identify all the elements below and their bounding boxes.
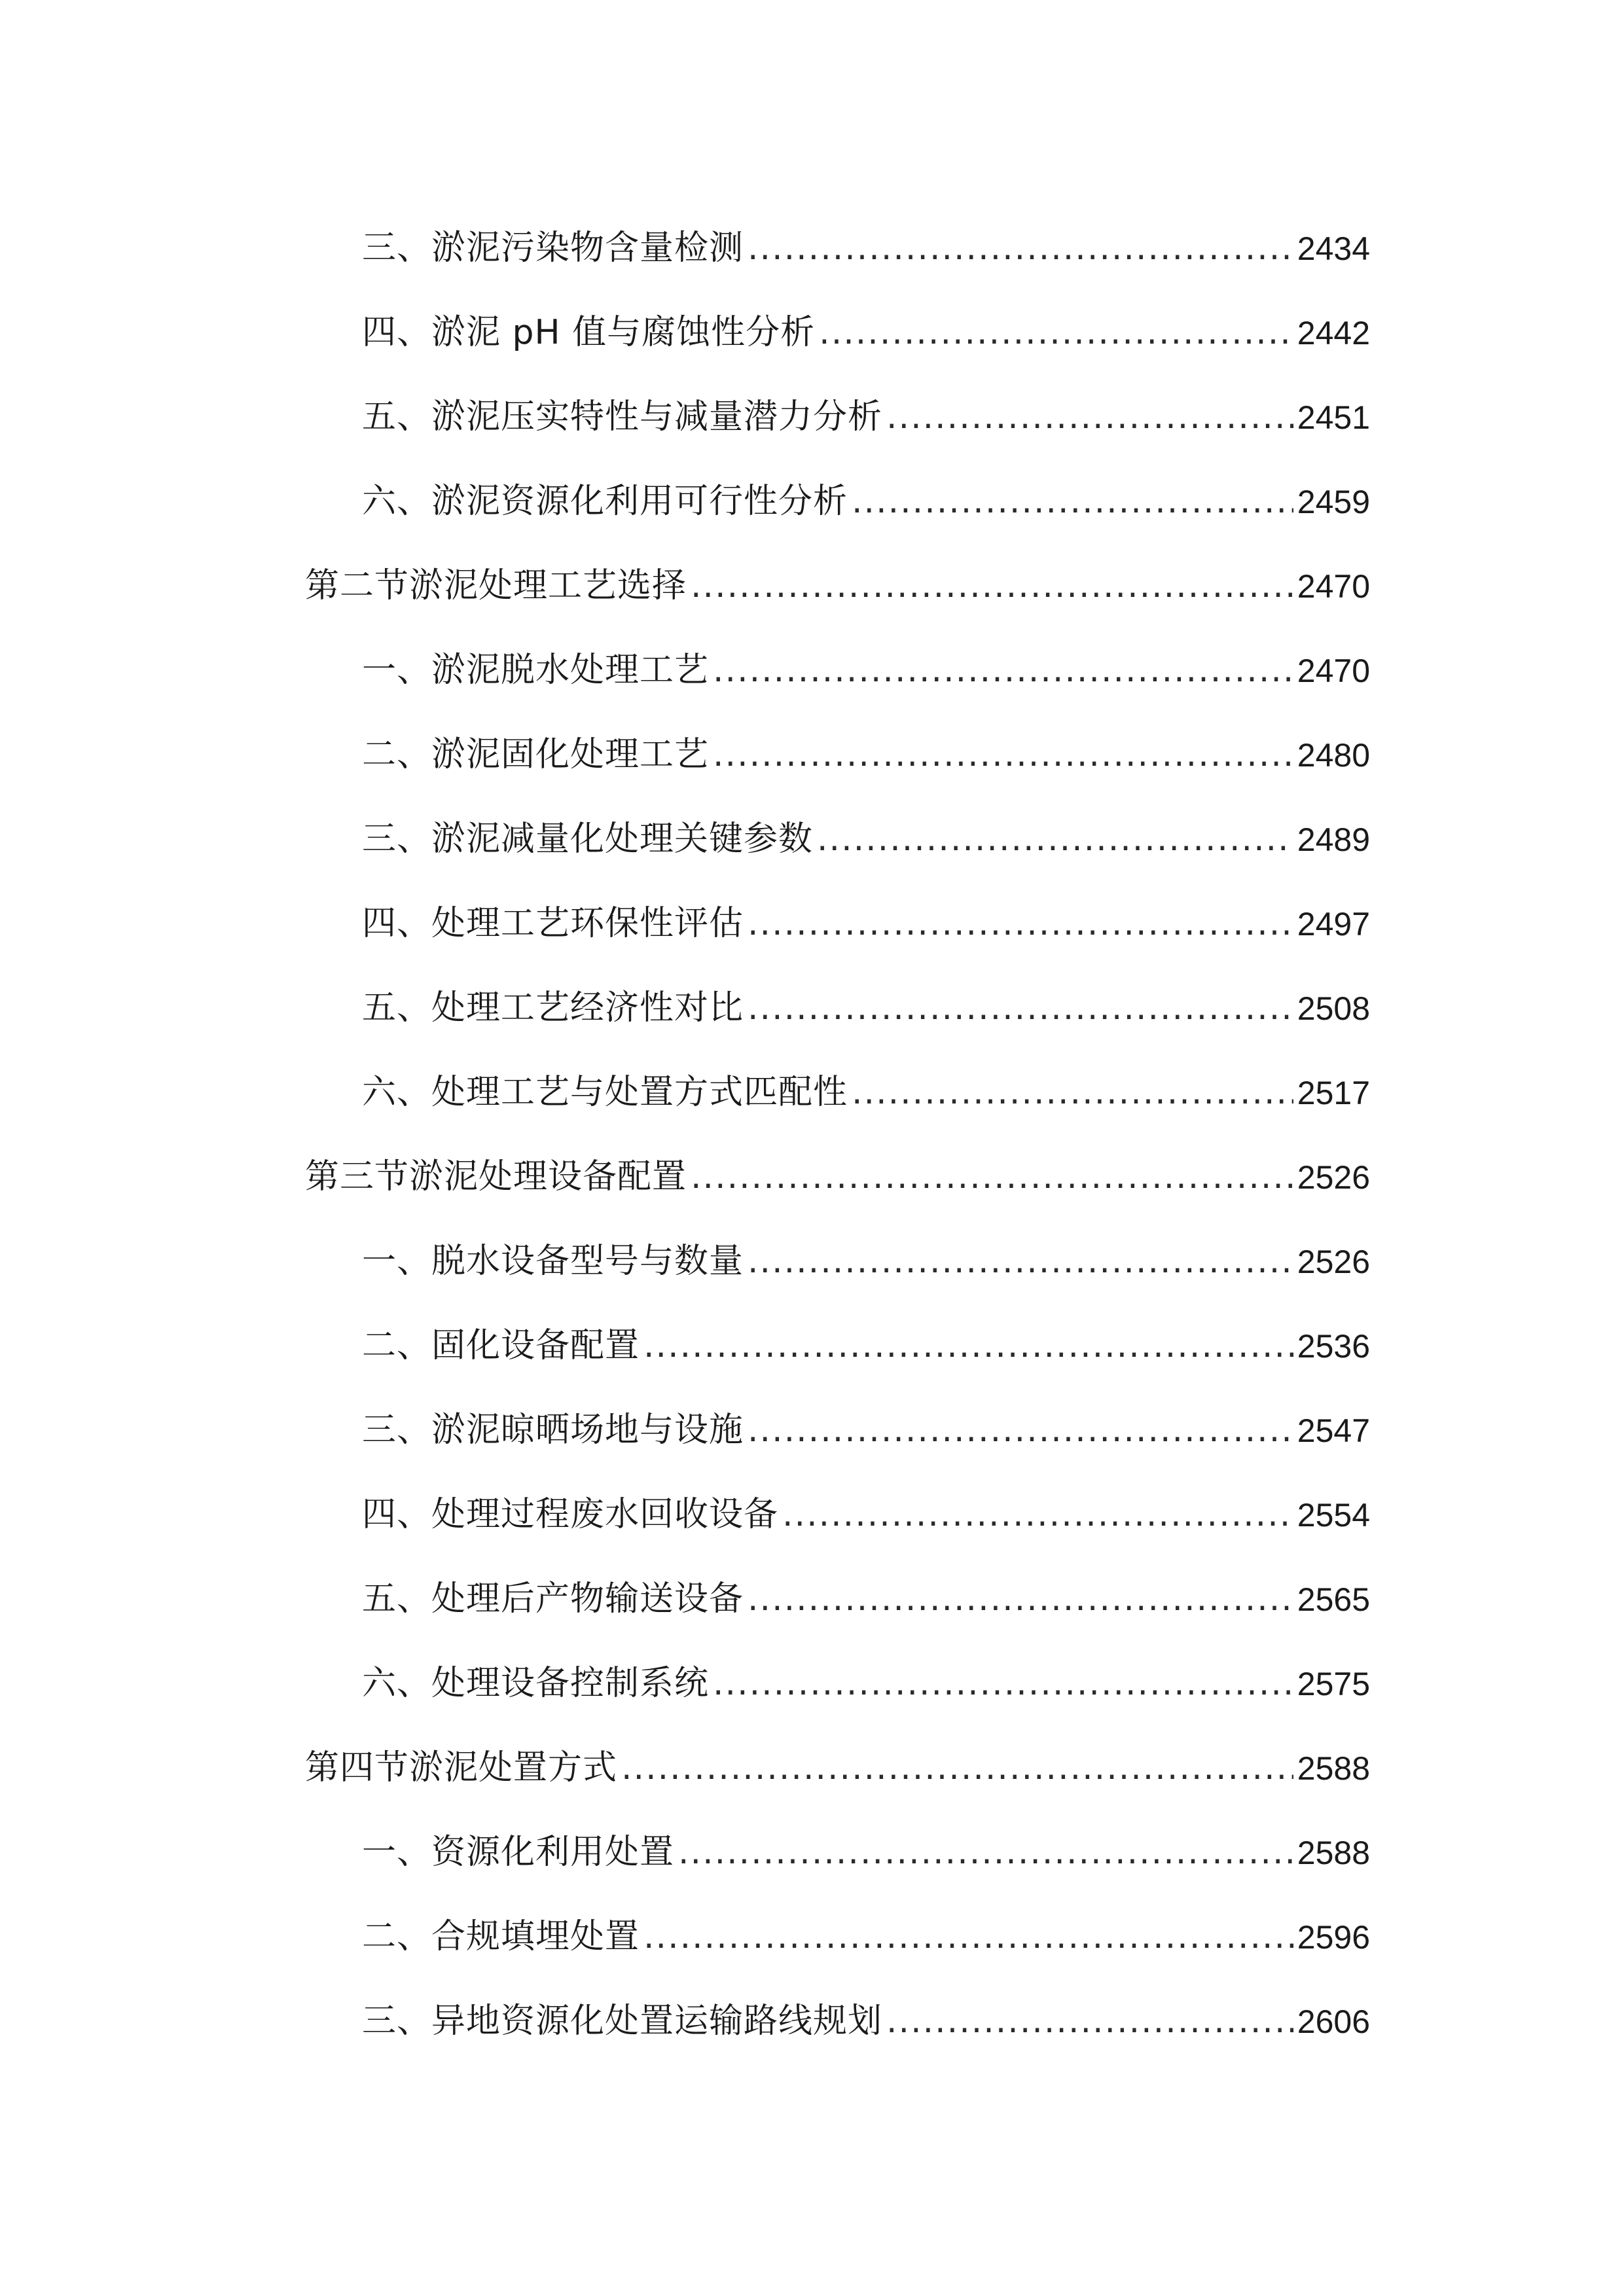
toc-page-number: 2565 xyxy=(1297,1581,1370,1618)
toc-page-number: 2451 xyxy=(1297,399,1370,436)
toc-page-number: 2588 xyxy=(1297,1835,1370,1871)
toc-dot-leader xyxy=(819,315,1293,350)
toc-page-number: 2434 xyxy=(1297,230,1370,267)
toc-entry[interactable] xyxy=(362,1901,1370,1954)
toc-dot-leader xyxy=(691,569,1293,603)
toc-entry-title: 三、异地资源化处置运输路线规划 xyxy=(362,2001,883,2041)
toc-entry-title: 一、淤泥脱水处理工艺 xyxy=(362,651,710,690)
toc-page-number: 2442 xyxy=(1297,315,1370,351)
toc-entry[interactable] xyxy=(362,1817,1370,1872)
toc-entry[interactable] xyxy=(362,1310,1370,1363)
toc-entry[interactable] xyxy=(362,297,1370,350)
toc-dot-leader xyxy=(782,1498,1293,1532)
toc-entry-title: 二、淤泥固化处理工艺 xyxy=(362,735,710,774)
toc-page-number: 2554 xyxy=(1297,1497,1370,1534)
toc-entry[interactable] xyxy=(362,1986,1370,2041)
toc-page-number: 2526 xyxy=(1297,1159,1370,1196)
toc-page-number: 2575 xyxy=(1297,1666,1370,1702)
toc-entry-title: 四、处理过程废水回收设备 xyxy=(362,1495,779,1534)
toc-entry-title: 三、淤泥减量化处理关键参数 xyxy=(362,819,814,859)
toc-dot-leader xyxy=(678,1835,1293,1869)
toc-dot-leader xyxy=(643,1329,1293,1363)
toc-page-number: 2508 xyxy=(1297,990,1370,1027)
toc-entry[interactable] xyxy=(362,1564,1370,1619)
toc-entry[interactable] xyxy=(362,382,1370,437)
toc-entry[interactable] xyxy=(362,466,1370,521)
toc-entry-title: 四、淤泥 pH 值与腐蚀性分析 xyxy=(362,313,816,352)
toc-dot-leader xyxy=(713,1666,1293,1700)
toc-entry-title: 第三节淤泥处理设备配置 xyxy=(305,1157,687,1196)
toc-dot-leader xyxy=(621,1751,1293,1785)
toc-entry[interactable] xyxy=(362,973,1370,1028)
toc-dot-leader xyxy=(886,400,1293,434)
toc-dot-leader xyxy=(886,2004,1293,2038)
toc-page-number: 2517 xyxy=(1297,1075,1370,1111)
toc-page-number: 2547 xyxy=(1297,1412,1370,1449)
toc-entry-title: 五、处理后产物输送设备 xyxy=(362,1579,744,1619)
toc-dot-leader xyxy=(748,991,1293,1025)
toc-dot-leader xyxy=(852,484,1293,518)
toc-entry[interactable] xyxy=(362,888,1370,941)
toc-entry-title: 五、处理工艺经济性对比 xyxy=(362,988,744,1028)
toc-dot-leader xyxy=(852,1075,1293,1109)
toc-entry[interactable] xyxy=(362,1395,1370,1450)
toc-dot-leader xyxy=(643,1920,1293,1954)
toc-page-number: 2470 xyxy=(1297,653,1370,689)
toc-dot-leader xyxy=(748,1413,1293,1447)
toc-entry-title: 二、固化设备配置 xyxy=(362,1326,640,1365)
toc-dot-leader xyxy=(691,1160,1293,1194)
toc-entry[interactable] xyxy=(362,1057,1370,1112)
toc-entry-title: 六、淤泥资源化利用可行性分析 xyxy=(362,482,848,521)
toc-entry-title: 三、淤泥晾晒场地与设施 xyxy=(362,1410,744,1450)
toc-page-number: 2596 xyxy=(1297,1919,1370,1956)
toc-entry-title: 第四节淤泥处置方式 xyxy=(305,1748,618,1787)
toc-entry-title: 五、淤泥压实特性与减量潜力分析 xyxy=(362,397,883,437)
toc-entry-title: 六、处理设备控制系统 xyxy=(362,1664,710,1703)
toc-dot-leader xyxy=(713,653,1293,687)
toc-dot-leader xyxy=(748,1582,1293,1616)
toc-entry-title: 四、处理工艺环保性评估 xyxy=(362,904,744,943)
toc-entry[interactable] xyxy=(362,1648,1370,1703)
toc-dot-leader xyxy=(817,822,1293,856)
toc-page-number: 2526 xyxy=(1297,1244,1370,1280)
toc-page-number: 2480 xyxy=(1297,737,1370,774)
toc-page-number: 2497 xyxy=(1297,906,1370,942)
toc-entry[interactable] xyxy=(362,1226,1370,1281)
toc-entry[interactable] xyxy=(362,719,1370,772)
toc-entry-title: 六、处理工艺与处置方式匹配性 xyxy=(362,1073,848,1112)
toc-entry[interactable] xyxy=(362,1479,1370,1532)
toc-entry[interactable] xyxy=(362,635,1370,690)
toc-entry-title: 第二节淤泥处理工艺选择 xyxy=(305,566,687,605)
toc-dot-leader xyxy=(748,231,1293,265)
toc-entry-title: 二、合规填埋处置 xyxy=(362,1917,640,1956)
toc-dot-leader xyxy=(748,1244,1293,1278)
toc-section-entry[interactable] xyxy=(305,1141,1370,1194)
toc-page-number: 2536 xyxy=(1297,1328,1370,1365)
toc-page-number: 2470 xyxy=(1297,568,1370,605)
toc-page-number: 2459 xyxy=(1297,484,1370,520)
toc-section-entry[interactable] xyxy=(305,550,1370,603)
toc-dot-leader xyxy=(713,738,1293,772)
toc-section-entry[interactable] xyxy=(305,1732,1370,1785)
toc-entry-title: 三、淤泥污染物含量检测 xyxy=(362,228,744,268)
toc-entry-title: 一、脱水设备型号与数量 xyxy=(362,1242,744,1281)
toc-page-number: 2588 xyxy=(1297,1750,1370,1787)
toc-page-number: 2606 xyxy=(1297,2003,1370,2040)
toc-dot-leader xyxy=(748,906,1293,941)
toc-page-number: 2489 xyxy=(1297,821,1370,858)
toc-entry[interactable] xyxy=(362,804,1370,859)
toc-entry[interactable] xyxy=(362,213,1370,268)
toc-entry-title: 一、资源化利用处置 xyxy=(362,1833,675,1872)
